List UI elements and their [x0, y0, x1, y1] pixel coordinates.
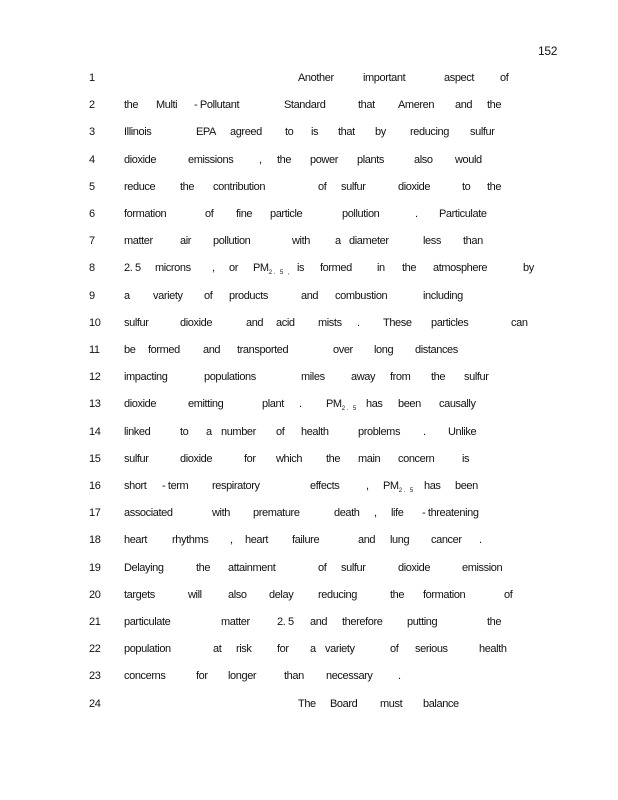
transcript-word: matter: [221, 616, 250, 628]
transcript-word: or: [229, 262, 238, 275]
transcript-word: reducing: [318, 588, 357, 601]
transcript-word: of: [390, 643, 399, 656]
transcript-word: dioxide: [398, 561, 431, 574]
transcript-word: dioxide: [180, 452, 213, 465]
transcript-word: products: [229, 289, 268, 302]
line-number: 21: [89, 616, 101, 628]
transcript-line: [0, 154, 618, 170]
transcript-word: variety: [153, 289, 183, 302]
transcript-word: for: [196, 670, 208, 683]
transcript-word: cancer: [431, 534, 462, 547]
transcript-line: [0, 398, 618, 414]
transcript-word: than: [463, 235, 483, 248]
transcript-word: plant: [262, 398, 284, 411]
transcript-word: will: [188, 588, 202, 601]
transcript-word: linked: [124, 425, 151, 438]
transcript-word: life: [391, 507, 404, 520]
transcript-word: .: [398, 670, 401, 683]
transcript-word: targets: [124, 588, 155, 601]
transcript-word: and: [203, 344, 221, 356]
transcript-word: combustion: [335, 289, 388, 302]
transcript-word: from: [390, 371, 411, 384]
transcript-word: is: [311, 126, 319, 139]
transcript-word: a: [310, 643, 316, 656]
page-number: 152: [538, 44, 558, 58]
transcript-line: [0, 616, 618, 632]
transcript-line: [0, 562, 618, 578]
transcript-word: distances: [415, 344, 458, 356]
transcript-line: [0, 643, 618, 659]
transcript-word: a: [206, 425, 212, 438]
transcript-word: air: [180, 235, 192, 248]
transcript-word: risk: [236, 643, 252, 656]
transcript-word: and: [246, 316, 264, 329]
line-number: 11: [89, 344, 100, 356]
transcript-word: also: [228, 588, 247, 601]
transcript-word: Delaying: [124, 561, 164, 574]
transcript-word: of: [500, 72, 509, 84]
transcript-word: less: [423, 235, 441, 248]
transcript-word: at: [213, 643, 222, 656]
transcript-line: [0, 181, 618, 197]
transcript-word: would: [455, 153, 482, 166]
transcript-word: of: [276, 425, 285, 438]
transcript-word: short: [124, 480, 147, 492]
transcript-word: the: [390, 588, 405, 601]
transcript-word: can: [511, 316, 528, 329]
transcript-word: and: [455, 99, 473, 112]
transcript-word: Board: [330, 697, 358, 710]
transcript-word: health: [301, 425, 329, 438]
transcript-word: miles: [301, 371, 325, 384]
line-number: 17: [89, 507, 101, 520]
transcript-word: sulfur: [341, 180, 366, 193]
transcript-word: number: [221, 425, 256, 438]
transcript-word: a: [124, 289, 130, 302]
transcript-line: [0, 698, 618, 714]
transcript-word: serious: [415, 643, 448, 656]
line-number: 18: [89, 534, 101, 547]
transcript-word: aspect: [444, 72, 475, 84]
transcript-word: .: [423, 425, 426, 438]
transcript-word: ,: [374, 507, 377, 520]
transcript-word: also: [414, 153, 433, 166]
transcript-word: over: [333, 344, 353, 356]
line-number: 2: [89, 99, 95, 112]
transcript-word: that: [358, 99, 375, 112]
transcript-word: atmosphere: [433, 262, 488, 275]
transcript-word: ,: [230, 534, 233, 547]
transcript-word: the: [196, 561, 211, 574]
transcript-word: of: [504, 588, 513, 601]
transcript-word: Another: [298, 72, 334, 84]
transcript-word: formed: [320, 262, 352, 275]
transcript-word: delay: [269, 588, 294, 601]
transcript-word: formation: [423, 588, 466, 601]
transcript-word: problems: [358, 425, 401, 438]
transcript-word: EPA: [196, 126, 216, 139]
transcript-word: .: [415, 208, 418, 220]
transcript-word: - threatening: [422, 507, 479, 520]
transcript-word: and: [310, 616, 328, 628]
transcript-word: pollution: [342, 208, 380, 220]
transcript-word: lung: [390, 534, 410, 547]
transcript-word: causally: [439, 398, 476, 411]
transcript-word: impacting: [124, 371, 168, 384]
transcript-word: formed: [148, 344, 180, 356]
transcript-word: ,: [259, 153, 262, 166]
transcript-word: the: [402, 262, 417, 275]
transcript-word: population: [124, 643, 171, 656]
transcript-word: balance: [423, 697, 459, 710]
transcript-word: has: [424, 480, 441, 492]
transcript-line: [0, 670, 618, 686]
transcript-word: of: [204, 289, 213, 302]
transcript-word: heart: [124, 534, 148, 547]
transcript-word: dioxide: [398, 180, 431, 193]
transcript-word: concerns: [124, 670, 166, 683]
transcript-line: [0, 453, 618, 469]
line-number: 4: [89, 153, 95, 166]
transcript-word: pollution: [213, 235, 251, 248]
transcript-word: the: [487, 180, 502, 193]
transcript-word: premature: [253, 507, 300, 520]
pm-subscript: 2. 5: [398, 488, 415, 494]
transcript-word: emissions: [188, 153, 234, 166]
transcript-word: be: [124, 344, 136, 356]
transcript-word: is: [297, 262, 305, 275]
transcript-word: populations: [204, 371, 256, 384]
transcript-word: Illinois: [124, 126, 152, 139]
transcript-word: microns: [155, 262, 191, 275]
transcript-word: These: [383, 316, 412, 329]
line-number: 13: [89, 398, 101, 411]
transcript-word: particle: [270, 208, 303, 220]
transcript-word: which: [276, 452, 303, 465]
pm-subscript: 2. 5: [341, 406, 358, 413]
transcript-word: Unlike: [448, 425, 477, 438]
transcript-word: therefore: [342, 616, 383, 628]
transcript-line: [0, 99, 618, 115]
transcript-word: 2. 5: [277, 616, 294, 628]
transcript-word: necessary: [326, 670, 373, 683]
line-number: 10: [89, 316, 101, 329]
transcript-word: been: [398, 398, 421, 411]
transcript-word: matter: [124, 235, 153, 248]
transcript-word: the: [124, 99, 139, 112]
transcript-word: away: [351, 371, 376, 384]
transcript-word: mists: [318, 316, 342, 329]
transcript-word: important: [363, 72, 406, 84]
transcript-word: sulfur: [470, 126, 495, 139]
line-number: 15: [89, 452, 101, 465]
transcript-word: variety: [325, 643, 355, 656]
transcript-word: of: [205, 208, 214, 220]
transcript-line: [0, 534, 618, 550]
transcript-word: fine: [236, 208, 253, 220]
transcript-word: health: [479, 643, 507, 656]
line-number: 6: [89, 208, 95, 220]
transcript-word: concern: [398, 452, 435, 465]
transcript-line: [0, 317, 618, 333]
transcript-word: has: [366, 398, 383, 411]
transcript-word: to: [180, 425, 189, 438]
line-number: 16: [89, 480, 101, 492]
line-number: 8: [89, 262, 95, 275]
transcript-word: with: [292, 235, 310, 248]
transcript-word: sulfur: [341, 561, 366, 574]
transcript-word: diameter: [349, 235, 389, 248]
transcript-word: $PM_{2. 5 ,}$: [253, 262, 292, 277]
transcript-line: [0, 290, 618, 306]
transcript-line: [0, 235, 618, 251]
transcript-word: $PM_{2. 5}$: [326, 398, 358, 413]
line-number: 5: [89, 180, 95, 193]
transcript-line: [0, 126, 618, 142]
transcript-word: Standard: [284, 99, 326, 112]
transcript-word: by: [523, 262, 534, 275]
transcript-word: particulate: [124, 616, 171, 628]
line-number: 22: [89, 643, 101, 656]
transcript-word: emission: [462, 561, 503, 574]
transcript-word: for: [244, 452, 256, 465]
transcript-word: the: [431, 371, 446, 384]
transcript-word: emitting: [188, 398, 224, 411]
transcript-word: the: [277, 153, 292, 166]
transcript-word: long: [374, 344, 394, 356]
transcript-word: of: [318, 180, 327, 193]
transcript-word: the: [326, 452, 341, 465]
transcript-word: and: [301, 289, 319, 302]
transcript-word: .: [299, 398, 302, 411]
line-number: 7: [89, 235, 95, 248]
transcript-word: of: [318, 561, 327, 574]
transcript-word: transported: [237, 344, 289, 356]
transcript-word: dioxide: [124, 153, 157, 166]
transcript-word: respiratory: [212, 480, 260, 492]
transcript-word: formation: [124, 208, 167, 220]
transcript-word: the: [487, 616, 502, 628]
transcript-word: to: [285, 126, 294, 139]
transcript-word: for: [277, 643, 289, 656]
transcript-word: the: [487, 99, 502, 112]
transcript-word: plants: [357, 153, 384, 166]
transcript-word: putting: [407, 616, 438, 628]
transcript-word: sulfur: [124, 316, 149, 329]
transcript-word: that: [338, 126, 355, 139]
transcript-line: [0, 371, 618, 387]
transcript-word: a: [335, 235, 341, 248]
line-number: 9: [89, 289, 95, 302]
transcript-line: [0, 480, 618, 496]
transcript-word: death: [334, 507, 360, 520]
transcript-word: Ameren: [398, 99, 435, 112]
transcript-line: [0, 208, 618, 224]
line-number: 1: [89, 72, 95, 84]
transcript-word: acid: [276, 316, 295, 329]
transcript-word: effects: [310, 480, 340, 492]
transcript-word: sulfur: [124, 452, 149, 465]
transcript-word: heart: [245, 534, 269, 547]
transcript-word: attainment: [228, 561, 276, 574]
transcript-word: Particulate: [439, 208, 487, 220]
transcript-word: in: [377, 262, 385, 275]
transcript-word: failure: [292, 534, 320, 547]
transcript-word: .: [357, 316, 360, 329]
pm-subscript: 2. 5 ,: [268, 270, 292, 277]
transcript-word: the: [180, 180, 195, 193]
line-number: 20: [89, 588, 101, 601]
transcript-word: with: [212, 507, 230, 520]
transcript-word: ,: [366, 480, 369, 492]
line-number: 23: [89, 670, 101, 683]
line-number: 19: [89, 561, 101, 574]
transcript-word: reducing: [410, 126, 449, 139]
transcript-word: .: [479, 534, 482, 547]
transcript-line: [0, 426, 618, 442]
transcript-word: main: [358, 452, 381, 465]
transcript-word: power: [310, 153, 338, 166]
transcript-word: - Pollutant: [194, 99, 240, 112]
transcript-word: must: [380, 697, 403, 710]
transcript-line: [0, 507, 618, 523]
transcript-word: by: [375, 126, 386, 139]
line-number: 24: [89, 697, 101, 710]
line-number: 3: [89, 126, 95, 139]
transcript-word: $PM_{2. 5}$: [383, 480, 415, 494]
transcript-word: been: [455, 480, 478, 492]
transcript-word: contribution: [213, 180, 266, 193]
transcript-word: Multi: [156, 99, 178, 112]
transcript-word: dioxide: [180, 316, 213, 329]
transcript-word: associated: [124, 507, 173, 520]
transcript-word: and: [358, 534, 376, 547]
transcript-word: particles: [431, 316, 469, 329]
transcript-word: longer: [228, 670, 257, 683]
transcript-word: rhythms: [172, 534, 209, 547]
transcript-word: agreed: [230, 126, 262, 139]
transcript-line: [0, 262, 618, 278]
transcript-word: 2. 5: [124, 262, 141, 275]
line-number: 14: [89, 425, 101, 438]
transcript-line: [0, 589, 618, 605]
transcript-word: sulfur: [464, 371, 489, 384]
transcript-word: ,: [212, 262, 215, 275]
transcript-line: [0, 344, 618, 360]
transcript-word: - term: [162, 480, 189, 492]
transcript-line: [0, 72, 618, 88]
line-number: 12: [89, 371, 101, 384]
transcript-word: to: [462, 180, 471, 193]
transcript-word: reduce: [124, 180, 156, 193]
transcript-word: including: [423, 289, 463, 302]
transcript-word: is: [462, 452, 470, 465]
transcript-word: dioxide: [124, 398, 157, 411]
transcript-word: than: [284, 670, 304, 683]
transcript-word: The: [298, 697, 316, 710]
